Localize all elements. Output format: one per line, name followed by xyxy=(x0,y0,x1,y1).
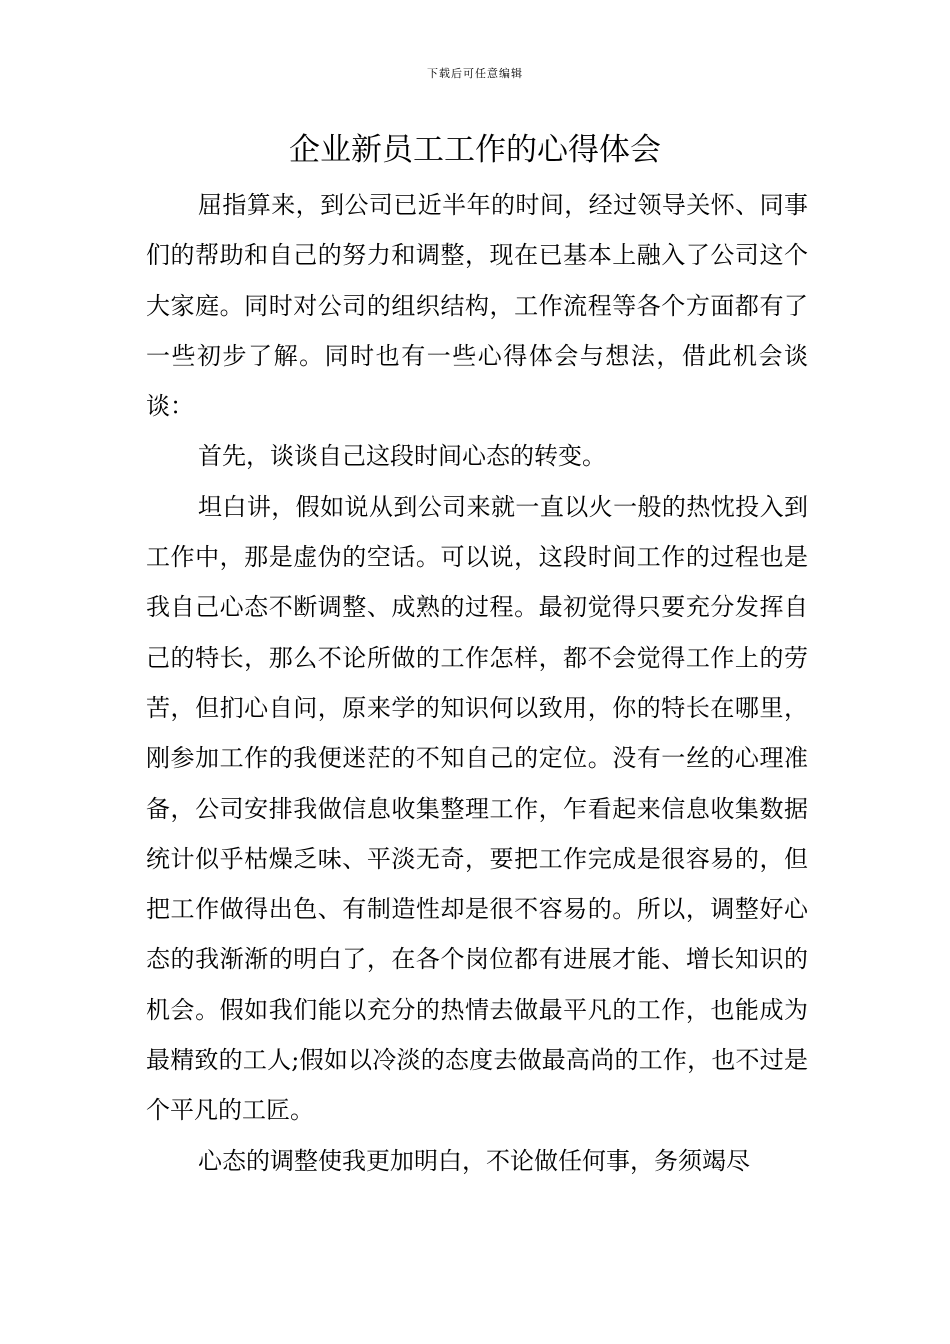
paragraph-intro: 屈指算来，到公司已近半年的时间，经过领导关怀、同事们的帮助和自己的努力和调整，现在已基本上融入了公司这个大家庭。同时对公司的组织结构，工作流程等各个方面都有了一些初步了解。同时也有一些心得体会与想法，借此机会谈谈： xyxy=(146,191,808,421)
paragraph-mindset: 坦白讲，假如说从到公司来就一直以火一般的热忱投入到工作中，那是虚伪的空话。可以说，这段时间工作的过程也是我自己心态不断调整、成熟的过程。最初觉得只要充分发挥自己的特长，那么不论所做的工作怎样，都不会觉得工作上的劳苦，但扪心自问，原来学的知识何以致用，你的特长在哪里，刚参加工作的我便迷茫的不知自己的定位。没有一丝的心理准备，公司安排我做信息收集整理工作，乍看起来信息收集数据统计似乎枯燥乏味、平淡无奇，要把工作完成是很容易的，但把工作做得出色、有制造性却是很不容易的。所以，调整好心态的我渐渐的明白了，在各个岗位都有进展才能、增长知识的机会。假如我们能以充分的热情去做最平凡的工作，也能成为最精致的工人;假如以冷淡的态度去做最高尚的工作，也不过是个平凡的工匠。 xyxy=(146,492,808,1125)
paragraph-first-point: 首先，谈谈自己这段时间心态的转变。 xyxy=(198,442,606,471)
document-title: 企业新员工工作的心得体会 xyxy=(289,132,661,168)
paragraph-continuation: 心态的调整使我更加明白，不论做任何事，务须竭尽 xyxy=(198,1146,750,1175)
document-body xyxy=(146,180,808,1186)
header-note: 下载后可任意编辑 xyxy=(427,67,523,80)
